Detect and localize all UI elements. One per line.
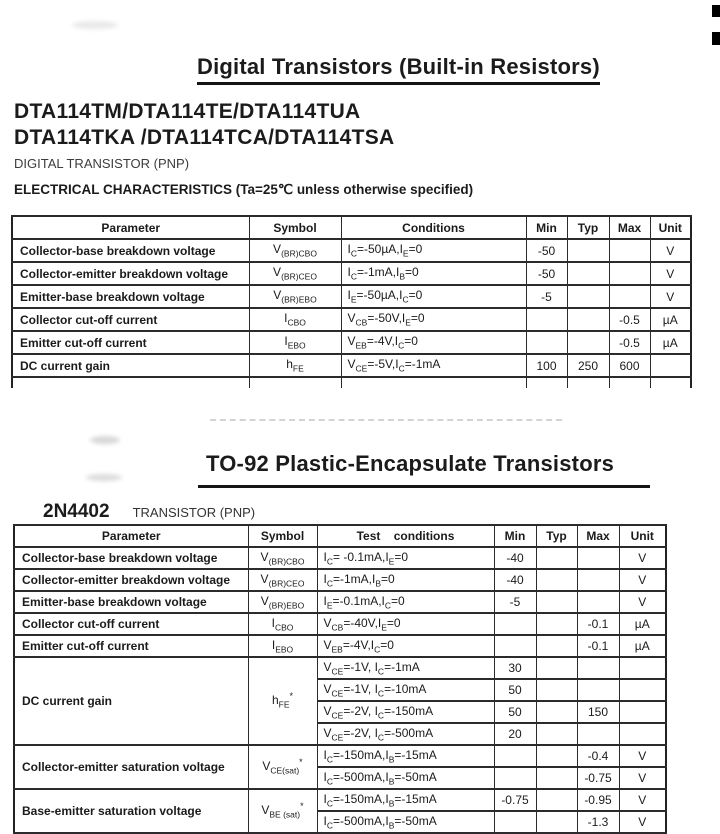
unit-cell: V <box>650 285 691 308</box>
unit-cell: V <box>619 767 666 789</box>
parameter-cell: Collector-emitter breakdown voltage <box>12 262 249 285</box>
typ-cell <box>567 308 609 331</box>
scan-artifact-smudge <box>72 21 118 29</box>
typ-cell <box>536 723 577 745</box>
max-cell <box>577 591 619 613</box>
parameter-cell: Emitter-base breakdown voltage <box>12 285 249 308</box>
max-cell: -0.5 <box>609 331 650 354</box>
table-row <box>14 613 666 635</box>
part-type: TRANSISTOR (PNP) <box>132 505 256 520</box>
unit-cell: V <box>619 745 666 767</box>
cond-cell: $V_{CB}=-40V,I_E=0$ <box>317 613 494 635</box>
parameter-cell: Collector-emitter saturation voltage <box>14 745 248 789</box>
unit-cell <box>650 354 691 377</box>
cond-cell: $I_C=-150mA,I_B=-15mA$ <box>317 789 494 811</box>
symbol-cell: $V_{(BR)CEO}$ <box>249 262 341 285</box>
cond-cell: $I_C=-50\mu A,I_E=0$ <box>341 239 526 262</box>
table-row <box>14 657 666 679</box>
typ-cell <box>536 767 577 789</box>
max-cell: -0.1 <box>577 613 619 635</box>
symbol-cell: $I_{EBO}$ <box>248 635 317 657</box>
column-header: Typ <box>567 216 609 239</box>
typ-cell <box>567 262 609 285</box>
min-cell <box>494 745 536 767</box>
dta114-table-wrap <box>11 215 692 388</box>
max-cell: 600 <box>609 354 650 377</box>
header-row <box>12 216 691 239</box>
table-row <box>12 262 691 285</box>
table-row <box>14 635 666 657</box>
column-header: Symbol <box>249 216 341 239</box>
max-cell: -0.95 <box>577 789 619 811</box>
scan-artifact-dashed-line <box>210 419 562 421</box>
max-cell <box>577 679 619 701</box>
min-cell: -5 <box>494 591 536 613</box>
column-header: Conditions <box>341 216 526 239</box>
max-cell: 150 <box>577 701 619 723</box>
table-row <box>14 745 666 767</box>
column-header: Min <box>526 216 567 239</box>
unit-cell: V <box>619 569 666 591</box>
typ-cell <box>536 591 577 613</box>
section2-underline <box>198 485 650 488</box>
typ-cell <box>536 811 577 833</box>
cond-cell: $I_C=-500mA,I_B=-50mA$ <box>317 767 494 789</box>
cond-cell: $V_{EB}=-4V,I_C=0$ <box>317 635 494 657</box>
table-row <box>14 789 666 811</box>
typ-cell <box>536 745 577 767</box>
typ-cell <box>536 657 577 679</box>
cropped-row <box>12 378 691 388</box>
dta114-characteristics-table <box>11 215 692 378</box>
parameter-cell: Emitter cut-off current <box>12 331 249 354</box>
unit-cell <box>619 679 666 701</box>
table-row <box>12 285 691 308</box>
min-cell: 100 <box>526 354 567 377</box>
unit-cell: µA <box>619 613 666 635</box>
unit-cell: V <box>619 547 666 569</box>
unit-cell: µA <box>650 308 691 331</box>
symbol-cell: $I_{CBO}$ <box>248 613 317 635</box>
parameter-cell: Collector-base breakdown voltage <box>12 239 249 262</box>
symbol-cell: $V_{(BR)CEO}$ <box>248 569 317 591</box>
parameter-cell: Collector-base breakdown voltage <box>14 547 248 569</box>
table-row <box>14 547 666 569</box>
max-cell: -0.75 <box>577 767 619 789</box>
typ-cell <box>536 679 577 701</box>
max-cell <box>577 547 619 569</box>
part-number: 2N4402 <box>43 501 110 522</box>
table-row <box>14 591 666 613</box>
parameter-cell: Collector cut-off current <box>14 613 248 635</box>
cond-cell: $V_{CE}=-2V$, $I_C=-500mA$ <box>317 723 494 745</box>
cond-cell: $V_{CE}=-2V$, $I_C=-150mA$ <box>317 701 494 723</box>
column-header: Unit <box>650 216 691 239</box>
min-cell <box>526 308 567 331</box>
min-cell: -50 <box>526 239 567 262</box>
part-identity-row <box>43 501 255 523</box>
cond-cell: $I_E=-50\mu A,I_C=0$ <box>341 285 526 308</box>
electrical-characteristics-heading: ELECTRICAL CHARACTERISTICS (Ta=25℃ unless otherwise specified) <box>14 182 474 197</box>
max-cell: -0.1 <box>577 635 619 657</box>
typ-cell: 250 <box>567 354 609 377</box>
column-header: Max <box>609 216 650 239</box>
min-cell: -40 <box>494 547 536 569</box>
min-cell: -0.75 <box>494 789 536 811</box>
min-cell <box>494 811 536 833</box>
parameter-cell: Base-emitter saturation voltage <box>14 789 248 833</box>
cond-cell: $V_{CE}=-5V,I_C=-1mA$ <box>341 354 526 377</box>
typ-cell <box>536 569 577 591</box>
table-row <box>12 354 691 377</box>
unit-cell: V <box>650 262 691 285</box>
scan-mark-top <box>712 5 720 17</box>
parameter-cell: Emitter-base breakdown voltage <box>14 591 248 613</box>
column-header: Unit <box>619 525 666 547</box>
table-row <box>12 331 691 354</box>
table-row <box>12 239 691 262</box>
min-cell: 50 <box>494 679 536 701</box>
part-numbers-line1: DTA114TM/DTA114TE/DTA114TUA <box>14 100 361 123</box>
2n4402-table-wrap <box>13 524 667 834</box>
symbol-cell: $V_{(BR)EBO}$ <box>249 285 341 308</box>
typ-cell <box>567 331 609 354</box>
symbol-cell: $V_{(BR)EBO}$ <box>248 591 317 613</box>
unit-cell: V <box>619 591 666 613</box>
symbol-cell: $h_{FE}^*$ <box>248 657 317 745</box>
table-row <box>12 308 691 331</box>
parameter-cell: Collector-emitter breakdown voltage <box>14 569 248 591</box>
cond-cell: $V_{CE}=-1V$, $I_C=-1mA$ <box>317 657 494 679</box>
typ-cell <box>567 239 609 262</box>
cond-cell: $I_E=-0.1mA,I_C=0$ <box>317 591 494 613</box>
min-cell <box>494 767 536 789</box>
column-header: Symbol <box>248 525 317 547</box>
unit-cell <box>619 701 666 723</box>
cond-cell: $I_C=-1mA,I_B=0$ <box>341 262 526 285</box>
2n4402-characteristics-table <box>13 524 667 834</box>
cond-cell: $I_C=-150mA,I_B=-15mA$ <box>317 745 494 767</box>
symbol-cell: $V_{(BR)CBO}$ <box>248 547 317 569</box>
min-cell: -5 <box>526 285 567 308</box>
min-cell <box>526 331 567 354</box>
min-cell: 50 <box>494 701 536 723</box>
max-cell: -0.5 <box>609 308 650 331</box>
symbol-cell: $I_{CBO}$ <box>249 308 341 331</box>
scan-artifact-smudge <box>86 474 122 481</box>
unit-cell: V <box>650 239 691 262</box>
cond-cell: $I_C= -0.1mA,I_E=0$ <box>317 547 494 569</box>
cropped-row-remnant <box>11 378 692 388</box>
symbol-cell: $V_{BE (sat)}^*$ <box>248 789 317 833</box>
section1-title: Digital Transistors (Built-in Resistors) <box>197 54 600 85</box>
symbol-cell: $I_{EBO}$ <box>249 331 341 354</box>
max-cell <box>577 569 619 591</box>
unit-cell: V <box>619 811 666 833</box>
cond-cell: $I_C=-1mA,I_B=0$ <box>317 569 494 591</box>
min-cell <box>494 613 536 635</box>
symbol-cell: $V_{CE(sat)}^*$ <box>248 745 317 789</box>
cond-cell: $V_{CE}=-1V$, $I_C=-10mA$ <box>317 679 494 701</box>
parameter-cell: DC current gain <box>14 657 248 745</box>
symbol-cell: $h_{FE}$ <box>249 354 341 377</box>
typ-cell <box>567 285 609 308</box>
unit-cell <box>619 723 666 745</box>
typ-cell <box>536 613 577 635</box>
typ-cell <box>536 701 577 723</box>
column-header: Min <box>494 525 536 547</box>
column-header: Max <box>577 525 619 547</box>
max-cell <box>609 262 650 285</box>
section1-subtitle: DIGITAL TRANSISTOR (PNP) <box>14 156 190 171</box>
unit-cell: µA <box>650 331 691 354</box>
max-cell: -0.4 <box>577 745 619 767</box>
cond-cell: $I_C=-500mA,I_B=-50mA$ <box>317 811 494 833</box>
parameter-cell: Emitter cut-off current <box>14 635 248 657</box>
column-header: Test conditions <box>317 525 494 547</box>
max-cell <box>609 285 650 308</box>
cond-cell: $V_{EB}=-4V,I_C=0$ <box>341 331 526 354</box>
min-cell: -50 <box>526 262 567 285</box>
min-cell: 20 <box>494 723 536 745</box>
unit-cell: µA <box>619 635 666 657</box>
min-cell: 30 <box>494 657 536 679</box>
column-header: Parameter <box>14 525 248 547</box>
typ-cell <box>536 547 577 569</box>
max-cell: -1.3 <box>577 811 619 833</box>
unit-cell: V <box>619 789 666 811</box>
part-numbers-line2: DTA114TKA /DTA114TCA/DTA114TSA <box>14 126 395 149</box>
part-numbers-block <box>14 99 394 151</box>
min-cell: -40 <box>494 569 536 591</box>
header-row <box>14 525 666 547</box>
cond-cell: $V_{CB}=-50V,I_E=0$ <box>341 308 526 331</box>
parameter-cell: Collector cut-off current <box>12 308 249 331</box>
column-header: Parameter <box>12 216 249 239</box>
scan-mark-bottom <box>712 32 720 45</box>
table-row <box>14 569 666 591</box>
section2-title: TO-92 Plastic-Encapsulate Transistors <box>206 451 615 476</box>
max-cell <box>577 723 619 745</box>
typ-cell <box>536 789 577 811</box>
parameter-cell: DC current gain <box>12 354 249 377</box>
max-cell <box>609 239 650 262</box>
unit-cell <box>619 657 666 679</box>
max-cell <box>577 657 619 679</box>
typ-cell <box>536 635 577 657</box>
min-cell <box>494 635 536 657</box>
column-header: Typ <box>536 525 577 547</box>
symbol-cell: $V_{(BR)CBO}$ <box>249 239 341 262</box>
scan-artifact-smudge <box>90 436 120 444</box>
